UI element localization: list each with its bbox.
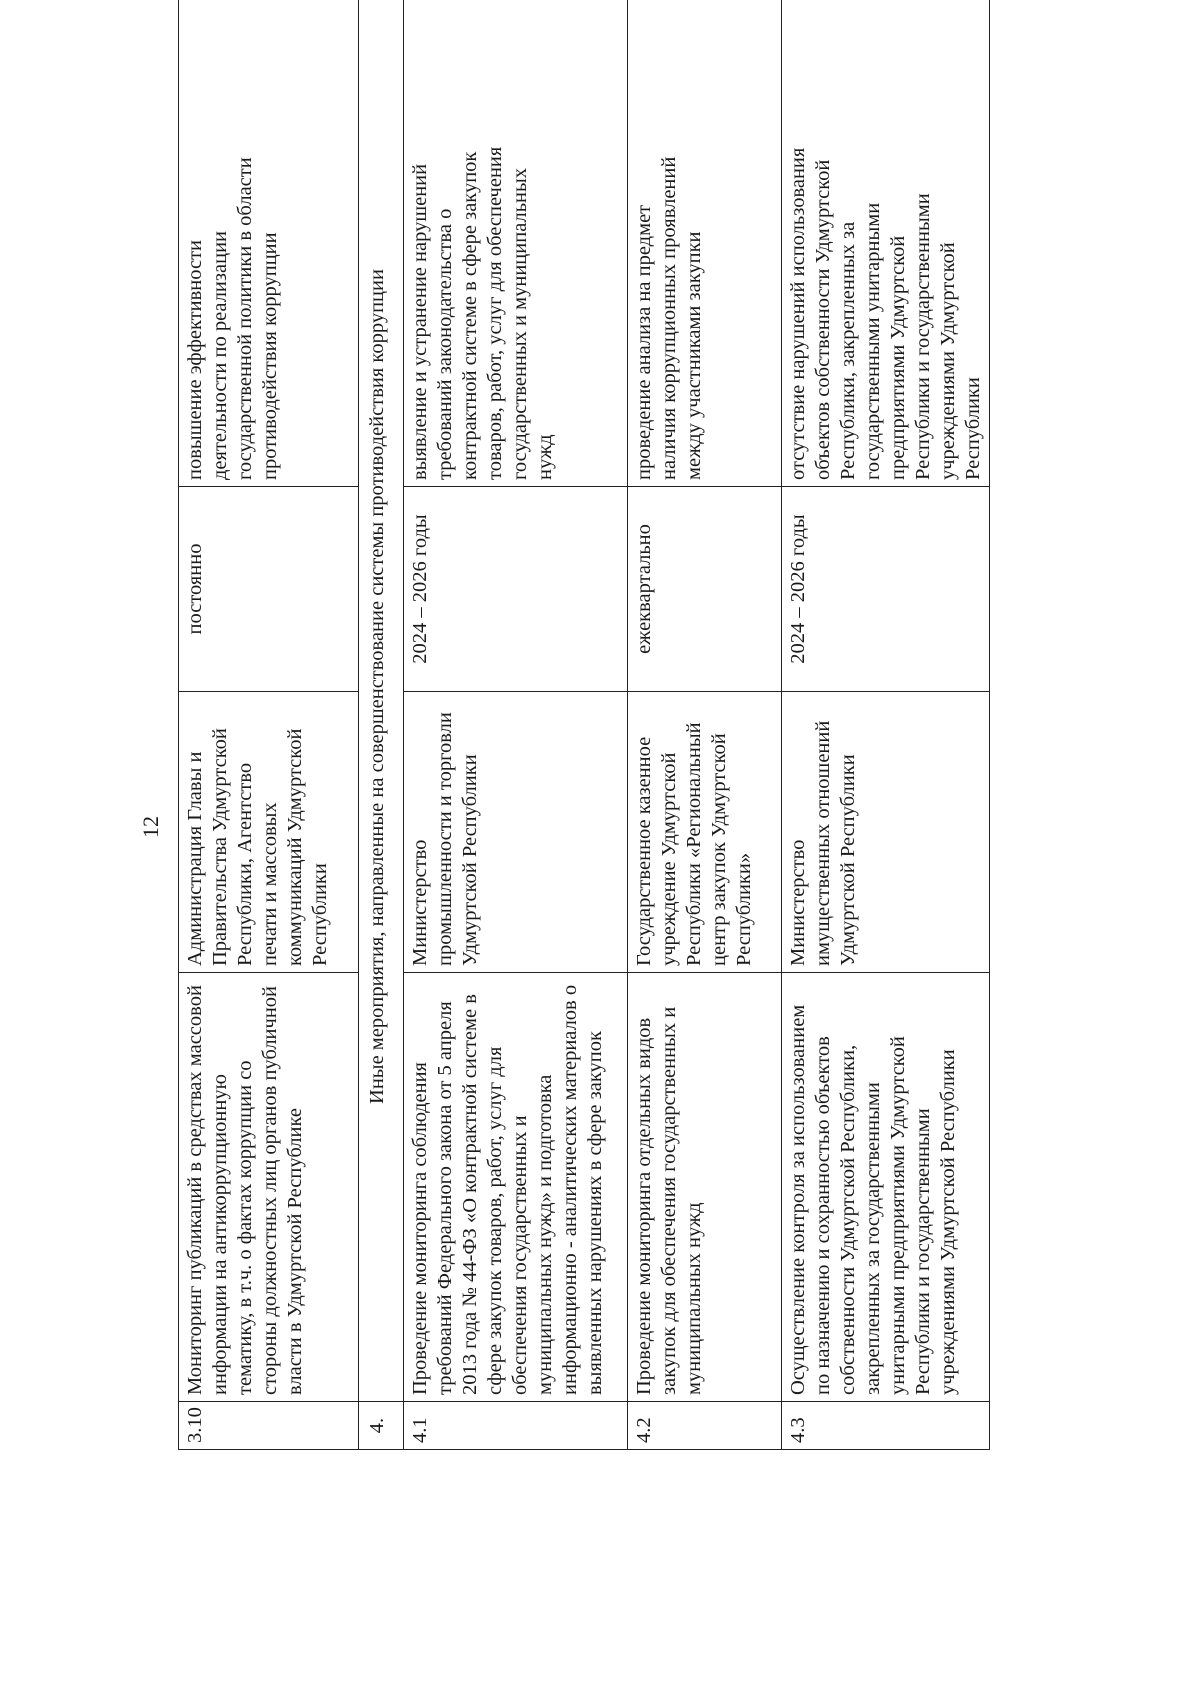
- result-text: выявление и устранение нарушений требований законодательства о контрактной системе в сфере закупок товаров, работ, услуг для обеспечения государственных и муниципальных нужд: [404, 0, 628, 487]
- executor-text: Государственное казенное учреждение Удмуртской Республики «Региональный центр закупок Удмуртской Республики»: [628, 692, 782, 973]
- measure-text: Осуществление контроля за использованием по назначению и сохранностью объектов собственности Удмуртской Республики, закрепленных за государственными унитарными предприятиями Удмуртской Республики и государственными учреждениями Удмуртской Республики: [782, 973, 990, 1402]
- term-text: 2024 – 2026 годы: [404, 487, 628, 692]
- table-row: [179, 0, 359, 1450]
- measures-table: [178, 0, 990, 1450]
- executor-text: Министерство имущественных отношений Удмуртской Республики: [782, 692, 990, 973]
- row-number: 3.10: [179, 1402, 359, 1450]
- section-row: [359, 0, 404, 1450]
- result-text: повышение эффективности деятельности по реализации государственной политики в области противодействия коррупции: [179, 0, 359, 487]
- measure-text: Мониторинг публикаций в средствах массовой информации на антикоррупционную тематику, в т.ч. о фактах коррупции со стороны должностных лиц органов публичной власти в Удмуртской Республике: [179, 973, 359, 1402]
- table-row: [782, 0, 990, 1450]
- page-number: 12: [138, 816, 163, 838]
- result-text: отсутствие нарушений использования объектов собственности Удмуртской Республики, закрепленных за государственными унитарными предприятиями Удмуртской Республики и государственными учреждениями Удмуртской Республики: [782, 0, 990, 487]
- row-number: 4.1: [404, 1402, 628, 1450]
- term-text: ежеквартально: [628, 487, 782, 692]
- result-text: проведение анализа на предмет наличия коррупционных проявлений между участниками закупки: [628, 0, 782, 487]
- table-row: [404, 0, 628, 1450]
- term-text: постоянно: [179, 487, 359, 692]
- measure-text: Проведение мониторинга соблюдения требований Федерального закона от 5 апреля 2013 года № 44-ФЗ «О контрактной системе в сфере закупок товаров, работ, услуг для обеспечения государственных и муниципальных нужд» и подготовка информационно - аналитических материалов о выявленных нарушениях в сфере закупок: [404, 973, 628, 1402]
- executor-text: Администрация Главы и Правительства Удмуртской Республики, Агентство печати и массовых коммуникаций Удмуртской Республики: [179, 692, 359, 973]
- row-number: 4.2: [628, 1402, 782, 1450]
- table-row: [628, 0, 782, 1450]
- measure-text: Проведение мониторинга отдельных видов закупок для обеспечения государственных и муниципальных нужд: [628, 973, 782, 1402]
- executor-text: Министерство промышленности и торговли Удмуртской Республики: [404, 692, 628, 973]
- section-title: Иные мероприятия, направленные на совершенствование системы противодействия коррупции: [359, 0, 404, 1402]
- term-text: 2024 – 2026 годы: [782, 487, 990, 692]
- row-number: 4.3: [782, 1402, 990, 1450]
- section-number: 4.: [359, 1402, 404, 1450]
